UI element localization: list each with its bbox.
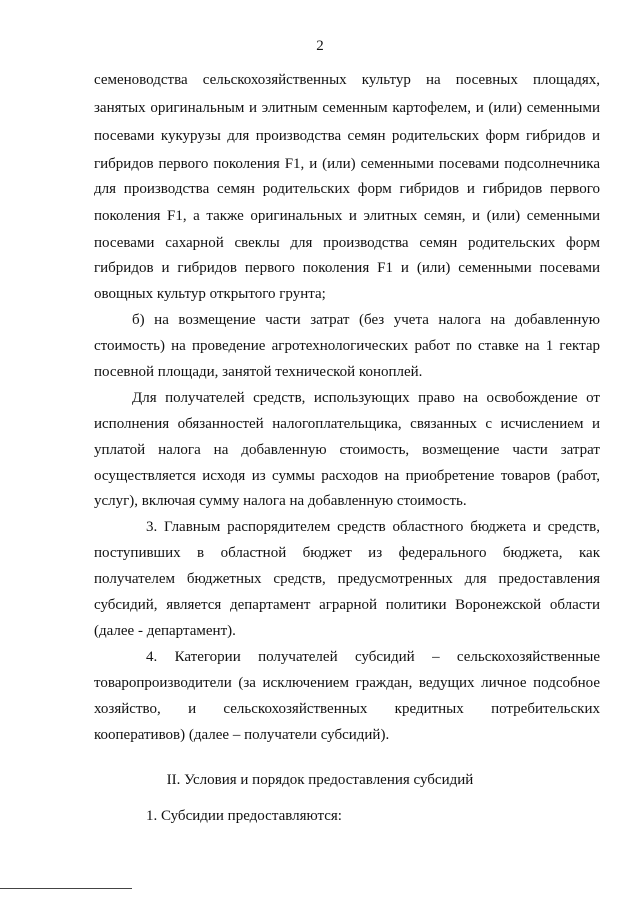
text-line: 3. Главным распорядителем средств областного бюджета и средств, [146, 519, 600, 535]
text-line: осуществляется исходя из суммы расходов на приобретение товаров (работ, [94, 468, 600, 484]
paragraph-start: 1. Субсидии предоставляются: [146, 808, 342, 824]
text-line: посевами сахарной свеклы для производства семян родительских форм [94, 235, 600, 251]
text-line: получателем бюджетных средств, предусмотренных для предоставления [94, 571, 600, 587]
text-line: посевами кукурузы для производства семян родительских форм гибридов и [94, 128, 600, 144]
text-line: субсидий, является департамент аграрной политики Воронежской области [94, 597, 600, 613]
text-line: стоимость) на проведение агротехнологических работ по ставке на 1 гектар [94, 338, 600, 354]
page-number: 2 [316, 38, 324, 54]
text-line: поступивших в областной бюджет из федерального бюджета, как [94, 545, 600, 561]
text-line: посевной площади, занятой технической коноплей. [94, 364, 423, 380]
text-line: овощных культур открытого грунта; [94, 286, 326, 302]
text-line: гибридов и гибридов первого поколения F1 и (или) семенными посевами [94, 260, 600, 276]
text-line: (далее - департамент). [94, 623, 236, 639]
text-line: уплатой налога на добавленную стоимость, возмещение части затрат [94, 442, 600, 458]
text-line: 4. Категории получателей субсидий – сельскохозяйственные [146, 649, 600, 665]
section-heading: II. Условия и порядок предоставления субсидий [166, 772, 474, 788]
text-line: кооперативов) (далее – получатели субсидий). [94, 727, 390, 743]
text-line: занятых оригинальным и элитным семенным картофелем, и (или) семенными [94, 100, 600, 116]
text-line: хозяйство, и сельскохозяйственных кредитных потребительских [94, 701, 600, 717]
text-line: товаропроизводители (за исключением граждан, ведущих личное подсобное [94, 675, 600, 691]
text-line: семеноводства сельскохозяйственных культур на посевных площадях, [94, 72, 600, 88]
text-line: для производства семян родительских форм гибридов и гибридов первого [94, 181, 600, 197]
footer-rule [0, 888, 132, 889]
text-line: гибридов первого поколения F1, и (или) семенными посевами подсолнечника [94, 156, 600, 172]
text-line: Для получателей средств, использующих право на освобождение от [132, 390, 600, 406]
text-line: б) на возмещение части затрат (без учета налога на добавленную [132, 312, 600, 328]
text-line: исполнения обязанностей налогоплательщика, связанных с исчислением и [94, 416, 600, 432]
text-line: услуг), включая сумму налога на добавленную стоимость. [94, 493, 467, 509]
text-line: поколения F1, а также оригинальных и элитных семян, и (или) семенными [94, 208, 600, 224]
